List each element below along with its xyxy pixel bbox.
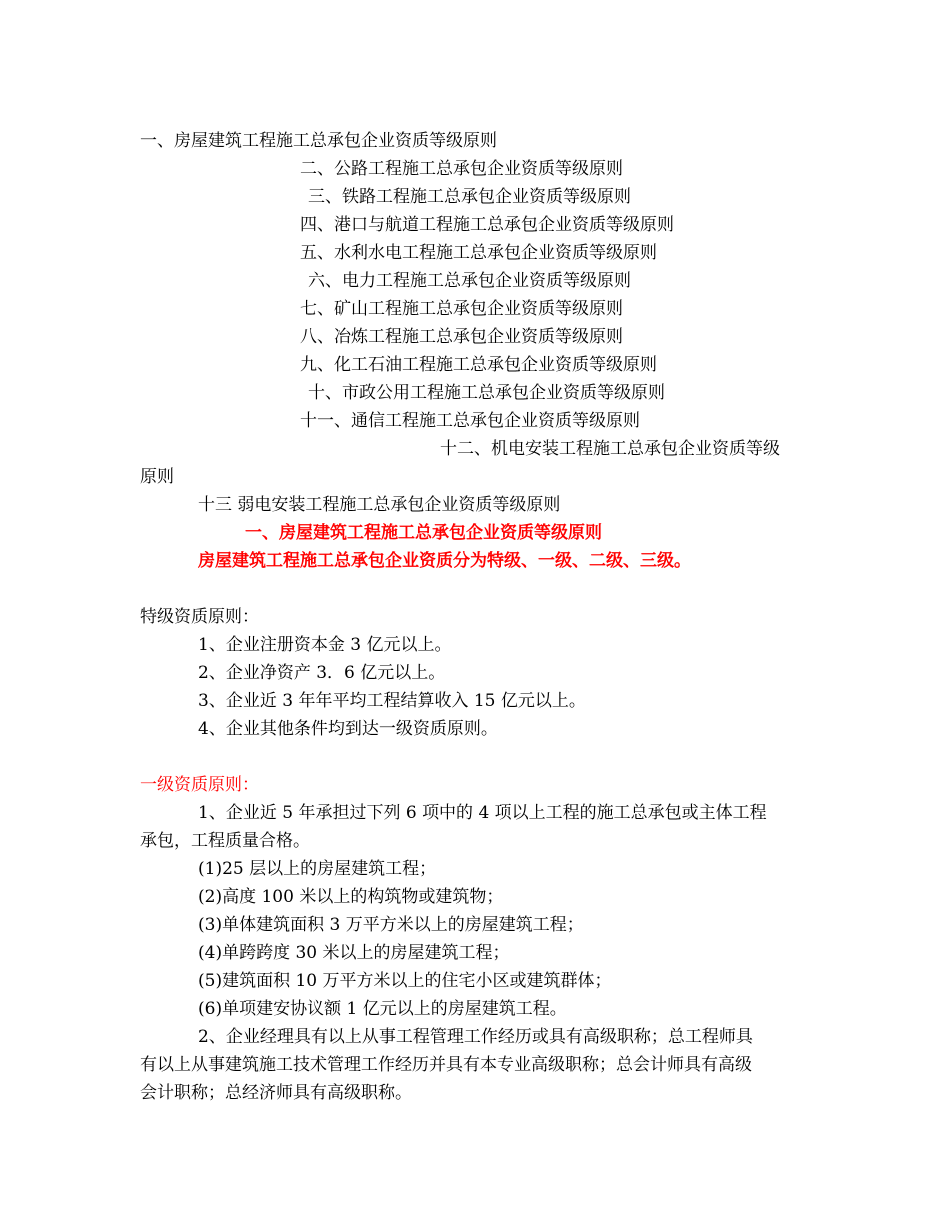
special-item-2: 2、企业净资产 3．6 亿元以上。 <box>198 663 446 683</box>
level1-subitem-4: (4)单跨跨度 30 米以上的房屋建筑工程； <box>198 943 510 963</box>
special-grade-title: 特级资质原则： <box>140 607 259 627</box>
level1-subitem-6: (6)单项建安协议额 1 亿元以上的房屋建筑工程。 <box>198 999 567 1019</box>
toc-item-10: 十、市政公用工程施工总承包企业资质等级原则 <box>308 383 665 403</box>
toc-item-8: 八、冶炼工程施工总承包企业资质等级原则 <box>300 327 623 347</box>
level1-item2-line1: 2、企业经理具有以上从事工程管理工作经历或具有高级职称；总工程师具 <box>198 1027 753 1047</box>
toc-item-9: 九、化工石油工程施工总承包企业资质等级原则 <box>300 355 657 375</box>
toc-item-2: 二、公路工程施工总承包企业资质等级原则 <box>300 159 623 179</box>
toc-item-7: 七、矿山工程施工总承包企业资质等级原则 <box>300 299 623 319</box>
toc-item-1: 一、房屋建筑工程施工总承包企业资质等级原则 <box>140 131 497 151</box>
level1-subitem-5: (5)建筑面积 10 万平方米以上的住宅小区或建筑群体； <box>198 971 612 991</box>
toc-item-5: 五、水利水电工程施工总承包企业资质等级原则 <box>300 243 657 263</box>
special-item-3: 3、企业近 3 年年平均工程结算收入 15 亿元以上。 <box>198 691 586 711</box>
level1-subitem-1: (1)25 层以上的房屋建筑工程； <box>198 859 437 879</box>
level1-item2-line2: 有以上从事建筑施工技术管理工作经历并具有本专业高级职称；总会计师具有高级 <box>140 1055 752 1075</box>
special-item-1: 1、企业注册资本金 3 亿元以上。 <box>198 635 452 655</box>
level1-item2-line3: 会计职称；总经济师具有高级职称。 <box>140 1083 412 1103</box>
toc-item-11: 十一、通信工程施工总承包企业资质等级原则 <box>300 411 640 431</box>
level1-subitem-3: (3)单体建筑面积 3 万平方米以上的房屋建筑工程； <box>198 915 584 935</box>
level1-title: 一级资质原则： <box>140 775 259 795</box>
level1-subitem-2: (2)高度 100 米以上的构筑物或建筑物； <box>198 887 504 907</box>
special-item-4: 4、企业其他条件均到达一级资质原则。 <box>198 719 498 739</box>
toc-item-12: 十二、机电安装工程施工总承包企业资质等级 <box>440 439 780 459</box>
toc-item-12-continued: 原则 <box>140 467 174 487</box>
section-heading: 一、房屋建筑工程施工总承包企业资质等级原则 <box>245 523 602 543</box>
toc-item-13: 十三 弱电安装工程施工总承包企业资质等级原则 <box>198 495 561 515</box>
level1-item1-line2: 承包，工程质量合格。 <box>140 831 310 851</box>
section-intro: 房屋建筑工程施工总承包企业资质分为特级、一级、二级、三级。 <box>198 551 691 571</box>
toc-item-4: 四、港口与航道工程施工总承包企业资质等级原则 <box>300 215 674 235</box>
toc-item-3: 三、铁路工程施工总承包企业资质等级原则 <box>308 187 631 207</box>
level1-item1-line1: 1、企业近 5 年承担过下列 6 项中的 4 项以上工程的施工总承包或主体工程 <box>198 803 767 823</box>
toc-item-6: 六、电力工程施工总承包企业资质等级原则 <box>308 271 631 291</box>
